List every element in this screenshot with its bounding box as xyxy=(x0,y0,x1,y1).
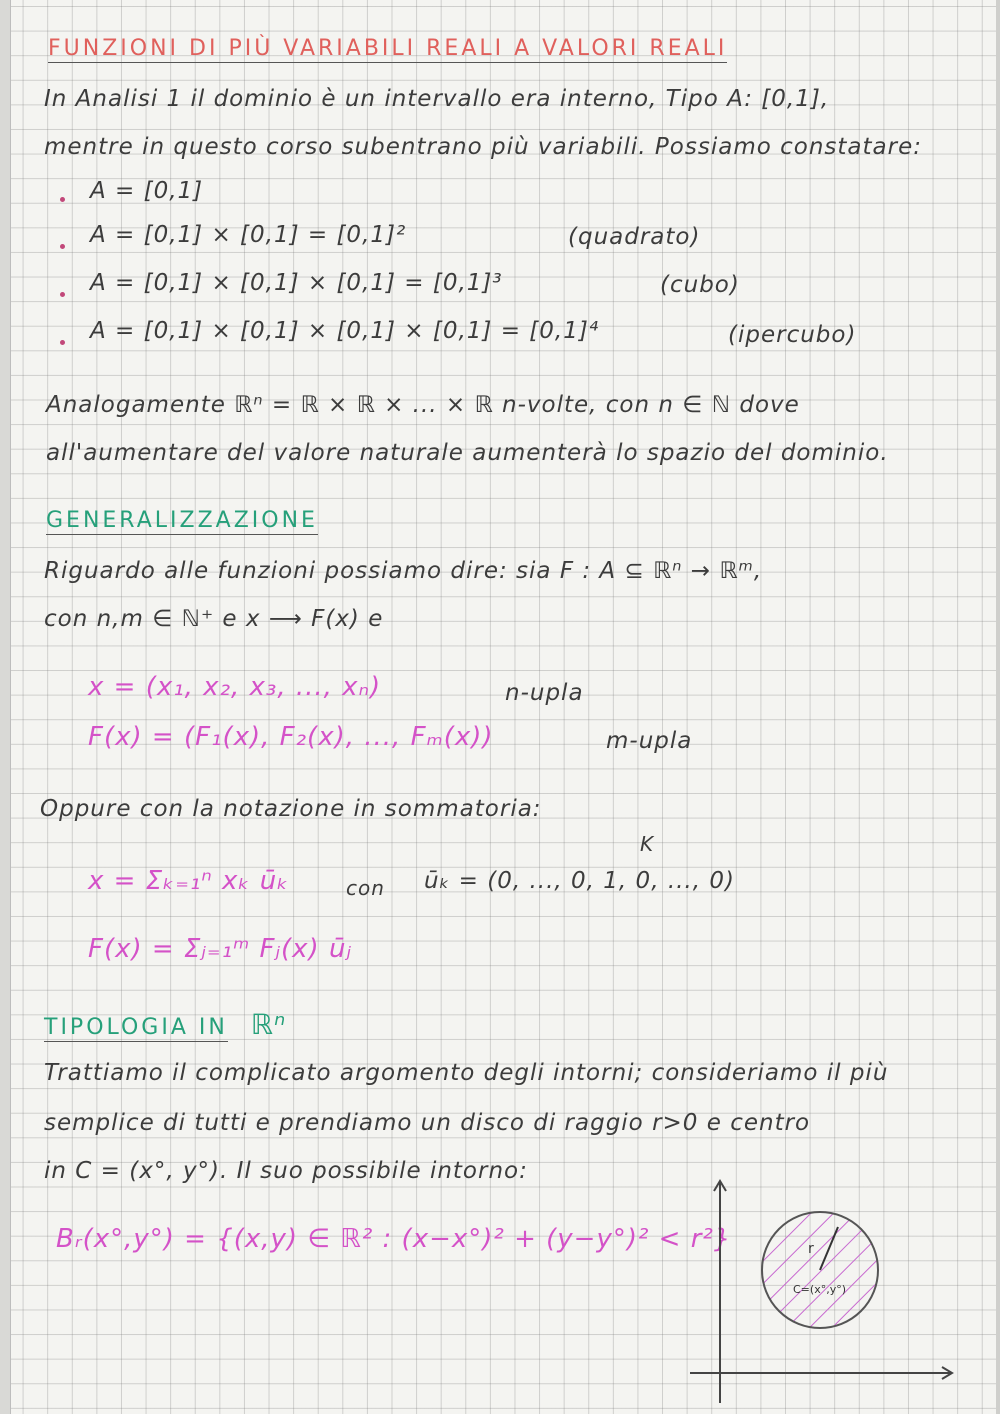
k-mark: K xyxy=(640,832,655,856)
domain-expr-4: A = [0,1] × [0,1] × [0,1] × [0,1] = [0,1]⁴ xyxy=(90,318,600,344)
intro-line-2: mentre in questo corso subentrano più variabili. Possiamo constatare: xyxy=(44,134,922,160)
bullet-4 xyxy=(60,340,65,345)
general-line-1: Riguardo alle funzioni possiamo dire: sia F : A ⊆ ℝⁿ → ℝᵐ, xyxy=(44,558,763,584)
topology-title-text: TIPOLOGIA IN xyxy=(44,1015,228,1040)
disk-graph-icon xyxy=(690,1175,960,1405)
section-title-topology xyxy=(44,1008,286,1041)
u-definition: ūₖ = (0, ..., 0, 1, 0, ..., 0) xyxy=(424,868,735,894)
bullet-2 xyxy=(60,244,65,249)
domain-expr-1: A = [0,1] xyxy=(90,178,204,204)
sum-intro: Oppure con la notazione in sommatoria: xyxy=(40,796,542,822)
notebook-right-edge xyxy=(996,0,1000,1414)
domain-expr-3: A = [0,1] × [0,1] × [0,1] = [0,1]³ xyxy=(90,270,503,296)
section-title-functions: FUNZIONI DI PIÙ VARIABILI REALI A VALORI REALI xyxy=(48,36,728,61)
F-tuple: F(x) = (F₁(x), F₂(x), ..., Fₘ(x)) xyxy=(88,722,494,752)
center-label: C=(x°,y°) xyxy=(793,1283,846,1296)
ball-definition: Bᵣ(x°,y°) = {(x,y) ∈ ℝ² : (x−x°)² + (y−y°)² < r²} xyxy=(56,1224,732,1254)
analog-line-1: Analogamente ℝⁿ = ℝ × ℝ × ... × ℝ n-volte, con n ∈ ℕ dove xyxy=(46,392,800,418)
sum-F: F(x) = Σⱼ₌₁ᵐ Fⱼ(x) ūⱼ xyxy=(88,934,352,964)
topology-title-math: ℝⁿ xyxy=(250,1008,287,1041)
topology-line-2: semplice di tutti e prendiamo un disco di raggio r>0 e centro xyxy=(44,1110,811,1136)
F-tuple-label: m-upla xyxy=(606,728,693,754)
domain-note-3: (cubo) xyxy=(660,272,740,298)
topology-line-3: in C = (x°, y°). Il suo possibile intorno: xyxy=(44,1158,528,1184)
sum-x: x = Σₖ₌₁ⁿ xₖ ūₖ xyxy=(88,866,290,896)
notebook-binding-edge xyxy=(0,0,11,1414)
domain-expr-2: A = [0,1] × [0,1] = [0,1]² xyxy=(90,222,407,248)
topology-line-1: Trattiamo il complicato argomento degli intorni; consideriamo il più xyxy=(44,1060,889,1086)
sum-con: con xyxy=(346,876,385,900)
section-title-generalization: GENERALIZZAZIONE xyxy=(46,508,318,533)
x-tuple: x = (x₁, x₂, x₃, ..., xₙ) xyxy=(88,672,382,702)
general-line-2: con n,m ∈ ℕ⁺ e x ⟶ F(x) e xyxy=(44,606,384,632)
domain-note-4: (ipercubo) xyxy=(728,322,857,348)
x-tuple-label: n-upla xyxy=(505,680,584,706)
analog-line-2: all'aumentare del valore naturale aumenterà lo spazio del dominio. xyxy=(46,440,889,466)
radius-label: r xyxy=(808,1241,814,1257)
domain-note-2: (quadrato) xyxy=(568,224,701,250)
intro-line-1: In Analisi 1 il dominio è un intervallo era interno, Tipo A: [0,1], xyxy=(44,86,830,112)
bullet-3 xyxy=(60,292,65,297)
bullet-1 xyxy=(60,197,65,202)
